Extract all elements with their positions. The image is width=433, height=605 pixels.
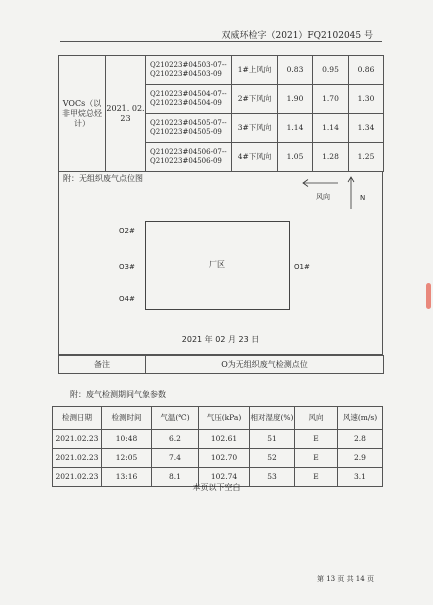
table-cell: 12:05	[102, 449, 152, 468]
table-cell: 102.70	[199, 449, 250, 468]
north-arrow-icon	[347, 176, 355, 210]
value-cell: 0.86	[349, 56, 384, 85]
value-cell: 1.14	[278, 114, 313, 143]
page-number: 第 13 页 共 14 页	[317, 575, 374, 583]
factory-outline	[145, 221, 290, 310]
monitoring-point-o1: O1#	[294, 263, 310, 271]
table-cell: 13:16	[102, 468, 152, 487]
sample-code: Q210223#04505-07--Q210223#04505-09	[146, 114, 232, 143]
sample-code: Q210223#04504-07--Q210223#04504-09	[146, 85, 232, 114]
note-label: 备注	[59, 356, 146, 374]
table-cell: 3.1	[338, 468, 383, 487]
weather-table	[52, 406, 383, 487]
table-cell: 8.1	[152, 468, 199, 487]
table-cell: E	[295, 468, 338, 487]
value-cell: 1.14	[313, 114, 349, 143]
table-cell: 102.74	[199, 468, 250, 487]
table-cell: 7.4	[152, 449, 199, 468]
table-row	[59, 56, 384, 85]
header-rule	[60, 41, 382, 42]
date-cell: 2021. 02. 23	[106, 56, 146, 172]
table-cell: 51	[250, 430, 295, 449]
column-header: 气压(kPa)	[199, 407, 250, 430]
table-cell: E	[295, 449, 338, 468]
value-cell: 0.83	[278, 56, 313, 85]
table-cell: 52	[250, 449, 295, 468]
value-cell: 0.95	[313, 56, 349, 85]
point-cell: 2#下风向	[232, 85, 278, 114]
value-cell: 1.30	[349, 85, 384, 114]
table-cell: 2021.02.23	[53, 449, 102, 468]
table-cell: E	[295, 430, 338, 449]
seal-edge-mark	[426, 283, 431, 309]
monitoring-point-o2: O2#	[119, 227, 135, 235]
figure-date: 2021 年 02 月 23 日	[181, 335, 260, 344]
table-cell: 6.2	[152, 430, 199, 449]
table-row	[53, 430, 383, 449]
table-header-row	[53, 407, 383, 430]
column-header: 检测日期	[53, 407, 102, 430]
column-header: 相对湿度(%)	[250, 407, 295, 430]
figure-title: 附：无组织废气点位图	[63, 174, 143, 183]
factor-cell: VOCs（以非甲烷总烃计）	[59, 56, 106, 172]
note-table	[58, 355, 384, 374]
column-header: 气温(℃)	[152, 407, 199, 430]
monitoring-point-o3: O3#	[119, 263, 135, 271]
table-cell: 2.9	[338, 449, 383, 468]
point-cell: 4#下风向	[232, 143, 278, 172]
weather-section-title: 附：废气检测期间气象参数	[70, 390, 166, 399]
north-label: N	[360, 194, 366, 202]
table-cell: 53	[250, 468, 295, 487]
table-cell: 102.61	[199, 430, 250, 449]
value-cell: 1.34	[349, 114, 384, 143]
value-cell: 1.90	[278, 85, 313, 114]
value-cell: 1.05	[278, 143, 313, 172]
table-row	[59, 356, 384, 374]
value-cell: 1.28	[313, 143, 349, 172]
voc-results-table	[58, 55, 384, 172]
report-code: 双威环检字（2021）FQ2102045 号	[221, 31, 373, 41]
column-header: 检测时间	[102, 407, 152, 430]
point-cell: 1#上风向	[232, 56, 278, 85]
point-cell: 3#下风向	[232, 114, 278, 143]
sample-code: Q210223#04506-07--Q210223#04506-09	[146, 143, 232, 172]
column-header: 风向	[295, 407, 338, 430]
value-cell: 1.70	[313, 85, 349, 114]
table-cell: 10:48	[102, 430, 152, 449]
table-cell: 2021.02.23	[53, 468, 102, 487]
column-header: 风速(m/s)	[338, 407, 383, 430]
factory-label: 厂区	[209, 260, 225, 269]
wind-direction-arrow-icon	[301, 178, 339, 188]
note-text: O为无组织废气检测点位	[146, 356, 384, 374]
sample-code: Q210223#04503-07--Q210223#04503-09	[146, 56, 232, 85]
value-cell: 1.25	[349, 143, 384, 172]
table-row	[53, 449, 383, 468]
blank-below-note: 本页以下空白	[192, 483, 241, 492]
table-cell: 2.8	[338, 430, 383, 449]
site-map-figure	[58, 171, 383, 355]
wind-label: 风向	[316, 193, 330, 201]
table-cell: 2021.02.23	[53, 430, 102, 449]
monitoring-point-o4: O4#	[119, 295, 135, 303]
